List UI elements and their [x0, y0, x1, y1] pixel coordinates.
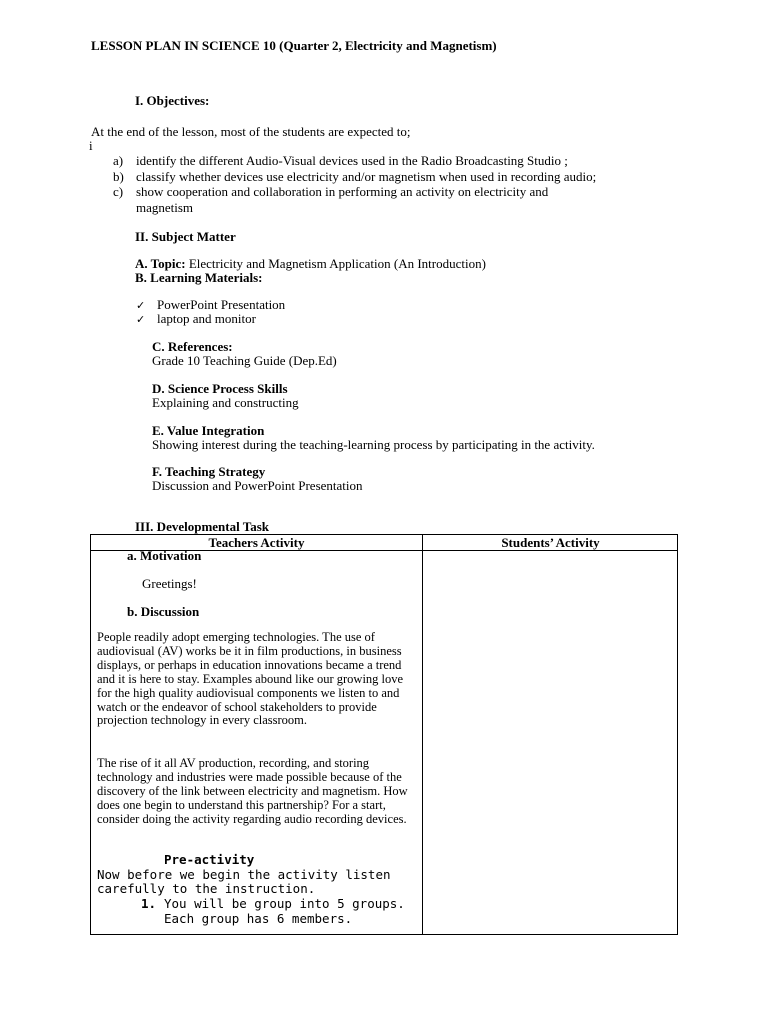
preactivity-instruction: Now before we begin the activity listen	[97, 867, 391, 882]
developmental-task-heading: III. Developmental Task	[135, 519, 269, 534]
value-integration-label: E. Value Integration	[152, 423, 265, 438]
learning-materials-label: B. Learning Materials:	[135, 270, 263, 285]
preactivity-instruction: carefully to the instruction.	[97, 881, 316, 896]
subject-matter-heading: II. Subject Matter	[135, 229, 236, 244]
objective-item	[113, 170, 683, 186]
teaching-strategy-value: Discussion and PowerPoint Presentation	[152, 478, 363, 493]
table-column-divider	[422, 535, 423, 934]
material-item	[136, 312, 256, 326]
discussion-paragraph-2: The rise of it all AV production, recording, and storing technology and industries were made possible because of the discovery of the link between electricity and magnetism. How does one begin to understand this partnership? For a start, consider doing the activity regarding audio recording devices.	[97, 756, 408, 826]
step-number: 1.	[141, 896, 157, 911]
topic-label: A. Topic:	[135, 256, 186, 271]
objective-marker: c)	[113, 184, 124, 199]
objective-item	[113, 154, 683, 170]
references-label: C. References:	[152, 339, 233, 354]
teachers-activity-header: Teachers Activity	[208, 535, 305, 550]
page-title: LESSON PLAN IN SCIENCE 10 (Quarter 2, Electricity and Magnetism)	[91, 38, 497, 53]
motivation-heading: a. Motivation	[127, 548, 202, 563]
objectives-intro: At the end of the lesson, most of the students are expected to;	[91, 124, 411, 139]
objective-text: classify whether devices use electricity and/or magnetism when used in recording audio;	[136, 168, 597, 184]
objective-marker: a)	[113, 153, 124, 168]
stray-character: i	[89, 138, 93, 153]
objective-marker: b)	[113, 168, 124, 184]
process-skills-value: Explaining and constructing	[152, 395, 299, 410]
greeting-text: Greetings!	[142, 576, 197, 591]
topic-value: Electricity and Magnetism Application (An Introduction)	[188, 256, 486, 271]
objectives-heading: I. Objectives:	[135, 93, 210, 108]
process-skills-label: D. Science Process Skills	[152, 381, 288, 396]
discussion-paragraph-1: People readily adopt emerging technologies. The use of audiovisual (AV) works be it in film productions, in business displays, or perhaps in education innovations became a trend and it is here to stay. Examples abound like our growing love for the high quality audiovisual components we listen to and watch or the endeavor of school stakeholders to provide projection technology in every classroom.	[97, 630, 404, 728]
material-label: laptop and monitor	[157, 311, 256, 326]
preactivity-heading: Pre-activity	[164, 852, 255, 867]
value-integration-value: Showing interest during the teaching-learning process by participating in the activity.	[152, 437, 595, 452]
objective-text: identify the different Audio-Visual devices used in the Radio Broadcasting Studio ;	[136, 153, 568, 168]
students-activity-header: Students’ Activity	[501, 535, 600, 550]
teaching-strategy-label: F. Teaching Strategy	[152, 464, 266, 479]
objectives-list	[113, 154, 683, 215]
material-label: PowerPoint Presentation	[157, 297, 286, 312]
references-value: Grade 10 Teaching Guide (Dep.Ed)	[152, 353, 337, 368]
discussion-heading: b. Discussion	[127, 604, 200, 619]
step-text: Each group has 6 members.	[164, 911, 353, 926]
objective-text: show cooperation and collaboration in performing an activity on electricity and	[136, 184, 549, 199]
objective-item	[113, 185, 683, 215]
step-text: You will be group into 5 groups.	[164, 896, 405, 911]
objective-text-continuation: magnetism	[136, 199, 194, 215]
activity-table	[90, 534, 678, 935]
checkmark-icon: ✓	[136, 299, 146, 312]
checkmark-icon: ✓	[136, 313, 146, 326]
